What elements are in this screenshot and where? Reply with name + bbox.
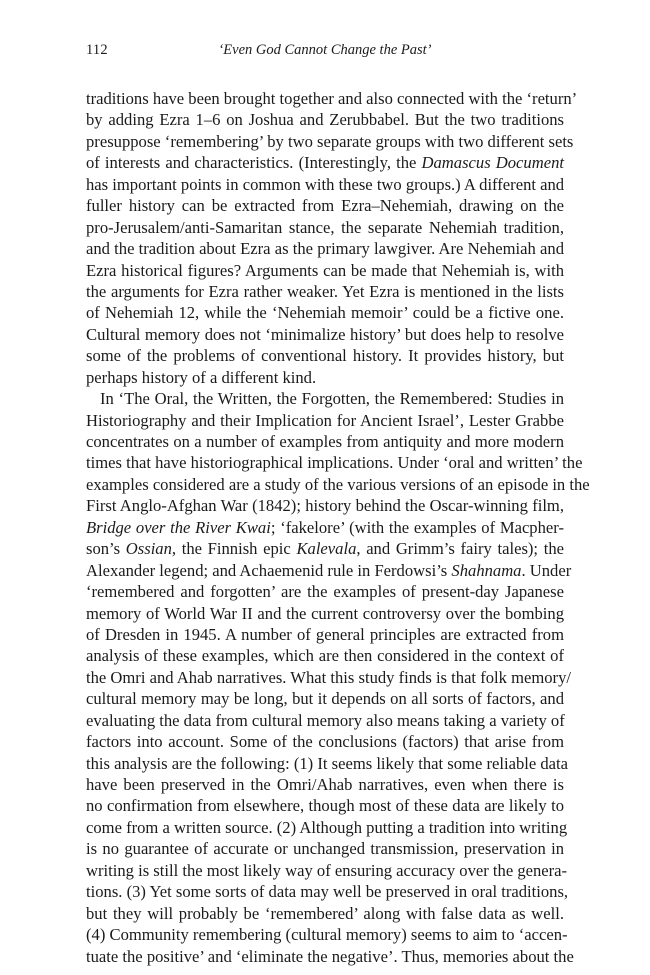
text-segment: the arguments for Ezra rather weaker. Yet Ezra is mentioned in the lists xyxy=(86,281,564,301)
text-segment: come from a written source. (2) Although putting a tradition into writing xyxy=(86,817,568,837)
text-segment: of interests and characteristics. (Interestingly, the xyxy=(86,153,422,173)
text-line xyxy=(86,195,564,216)
text-segment: presuppose ‘remembering’ by two separate groups with two different sets xyxy=(86,131,574,151)
text-line xyxy=(86,152,564,173)
text-line xyxy=(86,431,564,452)
text-segment: traditions have been brought together and also connected with the ‘return’ xyxy=(86,89,578,108)
text-line xyxy=(86,260,564,281)
text-segment: have been preserved in the Omri/Ahab narratives, even when there is xyxy=(86,775,564,794)
text-line xyxy=(86,238,564,259)
text-segment: evaluating the data from cultural memory also means taking a variety of xyxy=(86,710,565,730)
text-line xyxy=(86,452,583,473)
text-segment: pro-Jerusalem/anti-Samaritan stance, the separate Nehemiah tradition, xyxy=(86,217,564,237)
text-line xyxy=(86,581,564,602)
text-segment: cultural memory may be long, but it depends on all sorts of factors, and xyxy=(86,689,564,709)
text-segment: Ezra historical figures? Arguments can be made that Nehemiah is, with xyxy=(86,260,564,280)
text-line xyxy=(86,131,574,152)
text-segment: this analysis are the following: (1) It seems likely that some reliable data xyxy=(86,753,569,773)
text-line xyxy=(86,795,564,816)
text-segment: some of the problems of conventional history. It provides history, but xyxy=(86,346,564,366)
text-segment: , and Grimm’s fairy tales); the xyxy=(356,539,564,559)
text-line xyxy=(86,753,569,774)
text-segment: has important points in common with these two groups.) A different and xyxy=(86,174,565,194)
text-segment: analysis of these examples, which are then considered in the context of xyxy=(86,646,564,666)
text-line xyxy=(86,495,564,516)
text-segment: son’s xyxy=(86,539,126,559)
text-line xyxy=(86,281,564,302)
text-line xyxy=(86,517,564,538)
text-line xyxy=(86,774,564,795)
text-segment: times that have historiographical implications. Under ‘oral and written’ the xyxy=(86,453,583,473)
text-line xyxy=(86,710,564,731)
text-segment: by adding Ezra 1–6 on Joshua and Zerubbabel. But the two traditions xyxy=(86,110,564,130)
text-segment: and the tradition about Ezra as the primary lawgiver. Are Nehemiah and xyxy=(86,239,564,259)
text-line xyxy=(86,838,564,859)
text-segment: no confirmation from elsewhere, though most of these data are likely to xyxy=(86,796,564,816)
text-segment: . Under xyxy=(521,560,572,580)
text-segment: examples considered are a study of the various versions of an episode in the xyxy=(86,474,590,494)
text-line xyxy=(86,603,564,624)
text-segment: factors into account. Some of the conclusions (factors) that arise from xyxy=(86,732,564,752)
italic-title-text: Ossian xyxy=(125,539,172,559)
text-line xyxy=(86,410,564,431)
text-line xyxy=(86,217,564,238)
text-segment: tuate the positive’ and ‘eliminate the negative’. Thus, memories about the xyxy=(86,946,574,966)
italic-title-text: Shahnama xyxy=(451,560,522,580)
text-segment: , the Finnish epic xyxy=(171,539,297,559)
text-line xyxy=(86,109,564,130)
text-segment: Cultural memory does not ‘minimalize history’ but does help to resolve xyxy=(86,324,564,344)
text-segment: of Nehemiah 12, while the ‘Nehemiah memoir’ could be a fictive one. xyxy=(86,303,564,323)
text-segment: ; ‘fakelore’ (with the examples of Macpher- xyxy=(270,517,564,537)
italic-title-text: Damascus Document xyxy=(421,153,564,173)
text-segment: memory of World War II and the current controversy over the bombing xyxy=(86,603,564,623)
text-line xyxy=(86,302,564,323)
text-segment: First Anglo-Afghan War (1842); history behind the Oscar-winning film, xyxy=(86,496,564,516)
text-line xyxy=(86,388,564,409)
text-line xyxy=(86,924,568,945)
text-line xyxy=(86,324,564,345)
italic-title-text: Bridge over the River Kwai xyxy=(86,517,271,537)
text-line xyxy=(86,174,564,195)
text-line xyxy=(86,345,564,366)
text-line xyxy=(86,667,571,688)
text-line xyxy=(86,88,578,109)
text-segment: (4) Community remembering (cultural memory) seems to aim to ‘accen- xyxy=(86,925,568,945)
text-segment: is no guarantee of accurate or unchanged transmission, preservation in xyxy=(86,839,564,859)
text-line xyxy=(86,560,572,581)
text-line xyxy=(86,688,564,709)
italic-title-text: Kalevala xyxy=(296,539,357,559)
text-line xyxy=(86,881,569,902)
text-segment: writing is still the most likely way of ensuring accuracy over the genera- xyxy=(86,860,568,880)
text-line xyxy=(86,946,574,967)
text-segment: concentrates on a number of examples from antiquity and more modern xyxy=(86,432,564,451)
text-segment: ‘remembered and forgotten’ are the examples of present-day Japanese xyxy=(86,582,564,602)
text-segment: of Dresden in 1945. A number of general principles are extracted from xyxy=(86,624,564,644)
text-line xyxy=(86,624,564,645)
page-number: 112 xyxy=(86,42,108,58)
text-line xyxy=(86,645,564,666)
text-segment: In ‘The Oral, the Written, the Forgotten, the Remembered: Studies in xyxy=(100,389,564,409)
text-line xyxy=(86,731,564,752)
text-segment: perhaps history of a different kind. xyxy=(86,367,317,387)
text-segment: the Omri and Ahab narratives. What this study finds is that folk memory/ xyxy=(86,667,571,687)
text-segment: Historiography and their Implication for Ancient Israel’, Lester Grabbe xyxy=(86,410,564,430)
body-text xyxy=(86,88,590,967)
running-head: ‘Even God Cannot Change the Past’ xyxy=(218,42,432,58)
text-line xyxy=(86,903,564,924)
text-segment: Alexander legend; and Achaemenid rule in Ferdowsi’s xyxy=(86,560,452,580)
text-segment: but they will probably be ‘remembered’ along with false data as well. xyxy=(86,903,564,923)
text-line xyxy=(86,817,568,838)
text-line xyxy=(86,860,568,881)
text-segment: tions. (3) Yet some sorts of data may well be preserved in oral traditions, xyxy=(86,882,569,902)
text-line xyxy=(86,538,564,559)
text-line xyxy=(86,474,590,495)
text-segment: fuller history can be extracted from Ezra–Nehemiah, drawing on the xyxy=(86,196,564,216)
text-line xyxy=(86,367,564,388)
